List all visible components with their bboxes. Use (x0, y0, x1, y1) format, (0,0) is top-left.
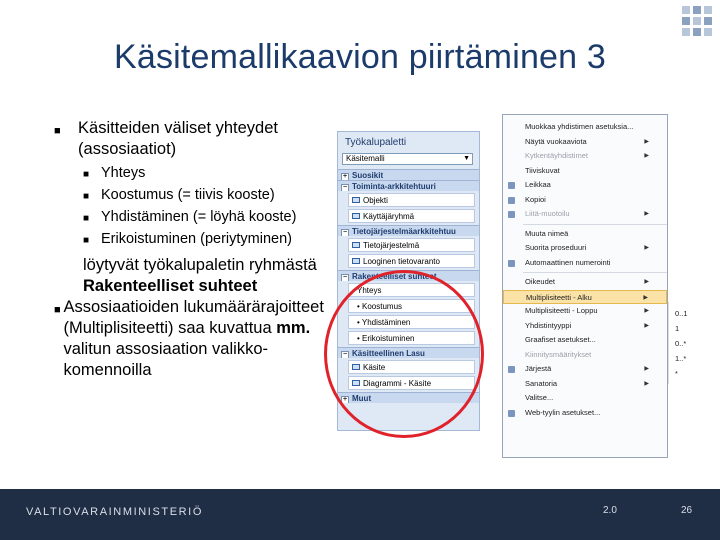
menu-item-muuta-nimea[interactable]: Muuta nimeä (525, 228, 569, 238)
menu-item-numerointi[interactable]: Automaattinen numerointi (503, 256, 667, 271)
section-tieto[interactable]: − Tietojärjestelmäarkkitehtuu (338, 225, 479, 236)
menu-item-jarjesta[interactable]: Järjestä ▶ (503, 362, 667, 377)
multiplicity-submenu (668, 302, 708, 384)
menu-item-multiplisiteetti-loppu[interactable]: Multiplisiteetti - Loppu ▶ (503, 304, 667, 319)
tool-yhteys[interactable]: Yhteys (348, 283, 475, 297)
tool-koostumus[interactable]: • Koostumus (348, 299, 475, 313)
numbering-icon (508, 260, 515, 267)
expand-icon: + (342, 173, 348, 180)
data-store-icon (352, 258, 360, 264)
bullet-text: Käsitteiden väliset yhteydet (assosiaatiot) (78, 119, 278, 158)
section-toiminta[interactable]: − Toiminta-arkkitehtuuri (338, 180, 479, 191)
submenu-arrow-icon: ▶ (644, 153, 649, 159)
tool-yhdistaminen[interactable]: • Yhdistäminen (348, 315, 475, 329)
object-icon (352, 197, 360, 203)
menu-item-valitse[interactable]: Valitse... (525, 393, 554, 402)
submenu-arrow-icon: ▶ (644, 279, 649, 285)
slide-title: Käsitemallikaavion piirtäminen 3 (113, 38, 607, 76)
tool-palette (337, 131, 480, 431)
context-menu (502, 114, 668, 458)
bullet-list (54, 118, 329, 381)
sub-bullet-item: ■ Yhteys (83, 165, 146, 181)
system-icon (352, 242, 360, 248)
sub-bullet-item: ■ Erikoistuminen (periytyminen) (83, 231, 292, 247)
bullet-item (54, 118, 329, 160)
menu-item-multiplisiteetti-alku[interactable]: Multiplisiteetti - Alku ▶ (503, 290, 667, 305)
menu-item-oikeudet[interactable]: Oikeudet ▶ (503, 275, 667, 290)
palette-title: Työkalupaletti (345, 137, 407, 148)
organization-name: VALTIOVARAINMINISTERIÖ (26, 506, 203, 518)
submenu-item[interactable]: 1..* (675, 354, 687, 363)
page-number: 26 (681, 505, 693, 516)
menu-item-liita[interactable]: Liitä-muotoilu ▶ (503, 207, 667, 222)
bullet-marker: ■ (54, 125, 61, 137)
submenu-arrow-icon: ▶ (644, 211, 649, 217)
tool-diagrammi-kasite[interactable]: Diagrammi - Käsite (348, 376, 475, 390)
menu-item-web-tyyli[interactable]: Web-tyylin asetukset... (503, 406, 667, 421)
submenu-item[interactable]: * (675, 369, 678, 378)
submenu-arrow-icon: ▶ (644, 380, 649, 387)
web-icon (508, 410, 515, 417)
version-number: 2.0 (603, 505, 617, 516)
menu-item-muokkaa[interactable]: Muokkaa yhdistimen asetuksia... (525, 122, 634, 131)
menu-item-yhdistintyyppi[interactable]: Yhdistintyyppi ▶ (503, 319, 667, 334)
bullet-text: Assosiaatioiden lukumäärärajoitteet (Multiplisiteetti) saa kuvattua mm. valitun assosiaation valikko- komennoilla (63, 298, 324, 379)
menu-item-kytkenta[interactable]: Kytkentäyhdistimet ▶ (503, 149, 667, 164)
submenu-arrow-icon: ▶ (644, 308, 649, 314)
menu-item-graafiset[interactable]: Graafiset asetukset... (525, 335, 596, 344)
chevron-down-icon: ▼ (463, 155, 470, 162)
section-suosikit[interactable]: + Suosikit (338, 169, 479, 180)
paste-icon (508, 211, 515, 218)
menu-item-kopioi[interactable]: Kopioi (503, 193, 667, 208)
expand-icon: + (342, 396, 348, 403)
section-kasitteellinen[interactable]: − Käsitteellinen Lasu (338, 347, 479, 358)
menu-item-nayta[interactable]: Näytä vuokaaviota ▶ (503, 135, 667, 150)
diagram-icon (352, 380, 360, 386)
sub-bullet-item: ■ Yhdistäminen (= löyhä kooste) (83, 209, 297, 225)
tool-tietojarjestelma[interactable]: Tietojärjestelmä (348, 238, 475, 252)
tool-objekti[interactable]: Objekti (348, 193, 475, 207)
section-muut[interactable]: + Muut (338, 392, 479, 403)
submenu-arrow-icon: ▶ (644, 138, 649, 145)
user-group-icon (352, 213, 360, 219)
submenu-arrow-icon: ▶ (644, 245, 649, 251)
menu-separator (523, 272, 667, 273)
tool-erikoistuminen[interactable]: • Erikoistuminen (348, 331, 475, 345)
menu-item-leikkaa[interactable]: Leikkaa (503, 178, 667, 193)
footer-bar (0, 489, 720, 540)
tool-kasite[interactable]: Käsite (348, 360, 475, 374)
tool-looginen-tietovaranto[interactable]: Looginen tietovaranto (348, 254, 475, 268)
continuation-text: löytyvät työkalupaletin ryhmästä Rakenteelliset suhteet (83, 256, 317, 295)
menu-item-sanatoria[interactable]: Sanatoria ▶ (503, 377, 667, 392)
arrange-icon (508, 366, 515, 373)
submenu-item[interactable]: 1 (675, 324, 680, 333)
collapse-icon: − (342, 184, 348, 191)
sub-bullet-item: ■ Koostumus (= tiivis kooste) (83, 187, 275, 203)
sub-bullet-list (83, 163, 329, 251)
section-rakenteelliset-suhteet[interactable]: − Rakenteelliset suhteet (338, 270, 479, 281)
collapse-icon: − (342, 229, 348, 236)
submenu-arrow-icon: ▶ (644, 322, 649, 329)
scissors-icon (508, 182, 515, 189)
concept-icon (352, 364, 360, 370)
submenu-arrow-icon: ▶ (643, 294, 648, 301)
decorative-logo-grid (682, 6, 712, 36)
palette-type-select[interactable]: Käsitemalli ▼ (342, 153, 473, 165)
copy-icon (508, 197, 515, 204)
menu-item-tiiviskuvat[interactable]: Tiiviskuvat (525, 165, 560, 175)
submenu-arrow-icon: ▶ (644, 366, 649, 372)
menu-item-suorita[interactable]: Suorita proseduuri ▶ (503, 241, 667, 256)
bullet-item (54, 297, 329, 381)
tool-kayttajaryhma[interactable]: Käyttäjäryhmä (348, 209, 475, 223)
collapse-icon: − (342, 274, 348, 281)
menu-item-kiinnitys[interactable]: Kiinnitysmääritykset (525, 349, 592, 359)
bullet-marker: ■ (54, 304, 61, 316)
menu-separator (523, 224, 667, 225)
submenu-item[interactable]: 0..* (675, 339, 687, 348)
collapse-icon: − (342, 351, 348, 358)
submenu-item[interactable]: 0..1 (675, 309, 688, 318)
